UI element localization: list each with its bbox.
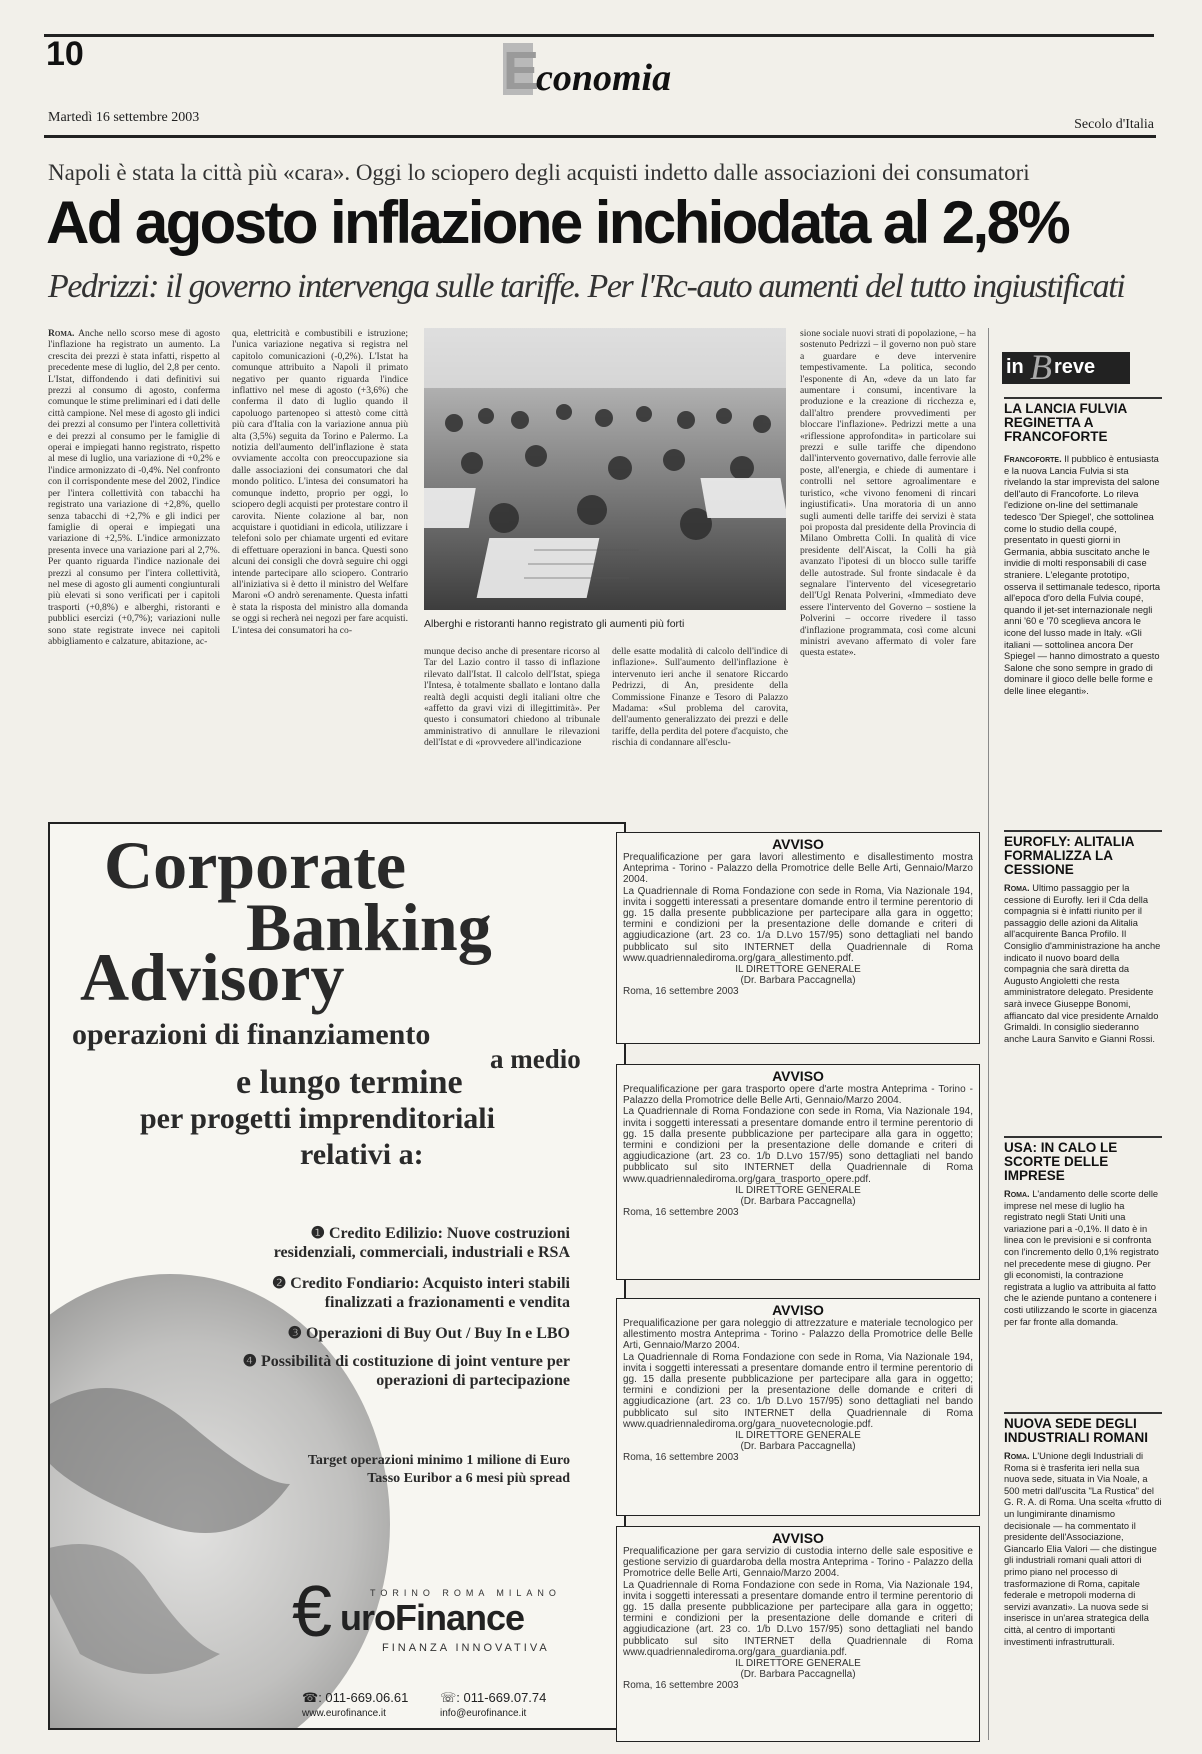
ad-bullet-number: ❷ xyxy=(271,1275,287,1292)
notice-date: Roma, 16 settembre 2003 xyxy=(623,1452,739,1464)
breve-item xyxy=(1004,1412,1162,1648)
section-title: conomia xyxy=(536,57,672,99)
notice-subject: Prequalificazione per gara trasporto opere d'arte mostra Anteprima - Torino - Palazzo della Promotrice delle Belle Arti, Gennaio/Marzo 2004. xyxy=(623,1084,973,1107)
notice-signer: (Dr. Barbara Paccagnella) xyxy=(740,975,856,987)
breve-text: Il pubblico è entusiasta e la nuova Lancia Fulvia si sta rivelando la star imprevista del salone dell'auto di Francoforte. Lo rileva l'edizione on-line del settimanale tedesco 'Der Spiegel', che sottolinea come lo studio della coupé, presentato in questi giorni in Germania, abbia suscitato anche le invidie di molti responsabili di case straniere. L'elegante prototipo, osserva il settimanale tedesco, riporta all'epoca d'oro della Fulvia coupé, quando il jet-set internazionale negli anni '60 e '70 sceglieva ancora le icone del lusso made in Italy. «Gli italiani — sottolinea ancora Der Spiegel — hanno dimostrato a questo Salone che sono sempre in grado di dominare il gioco delle belle forme e delle linee eleganti». xyxy=(1004,454,1161,696)
page-number: 10 xyxy=(46,35,84,73)
ad-bullet-text: Operazioni di Buy Out / Buy In e LBO xyxy=(305,1325,570,1342)
in-breve-rest: reve xyxy=(1054,356,1096,378)
eurofinance-ad xyxy=(48,822,626,1730)
ad-line-banking: Banking xyxy=(246,889,492,965)
ad-fax: ☏: 011-669.07.74 xyxy=(440,1690,547,1705)
ad-line-lungo-termine: e lungo termine xyxy=(236,1064,463,1101)
photo-caption: Alberghi e ristoranti hanno registrato gli aumenti più forti xyxy=(424,618,685,630)
breve-dateline: Roma. xyxy=(1004,1189,1030,1199)
notice-signature: IL DIRETTORE GENERALE xyxy=(735,1658,861,1670)
ad-bullet-text: Credito Fondiario: Acquisto interi stabili finalizzati a frazionamenti e vendita xyxy=(290,1275,570,1311)
article-col5-text: sione sociale nuovi strati di popolazione, – ha sostenuto Pedrizzi – il governo non può stare a guardare e deve intervenire tempestivamente. La politica, secondo l'esponente di An, «deve da un lato far aumentare i consumi, incentivare la produzione e la creazione di ricchezza e, dall'altro prendere provvedimenti per bloccare l'inflazione». Pedrizzi mette a una «riflessione approfondita» in particolare sui prezzi e sulle tariffe che dipendono dall'intervento governativo, dalle ferrovie alle poste, all'energia, e chiede di aumentare i controlli nel settore agroalimentare e turistico, «che vivono fenomeni di rincari ingiustificati». Una moratoria di un anno sugli aumenti delle tariffe dei servizi è stata poi proposta dal presidente della Provincia di Milano Ombretta Colli. In qualità di vice presidente dell'Aiscat, la Colli ha già avanzato l'ipotesi di un blocco sulle tariffe delle autostrade. Sul fronte sindacale è da segnalare l'intervento del vicesegretario dell'Ugl Renata Polverini, «Immediato deve essere l'intervento del Governo – sostiene la Polverini – occorre rivedere il tasso d'inflazione programmata, così come alcuni ministri avevano affermato di voler fare questa estate». xyxy=(800,328,976,659)
article-col1-text: Anche nello scorso mese di agosto l'inflazione ha registrato un aumento. La crescita dei prezzi è stata infatti, rispetto al precedente mese di luglio, del 2,8 per cento. L'Istat, diffondendo i dati definitivi sui prezzi al consumo di agosto, conferma comunque le stime preliminari ed i dati delle città campione. Nel mese di agosto gli indici dei prezzi al consumo per l'intera collettività e dei prezzi al consumo per le famiglie di operai e impiegati hanno registrato, rispetto al mese di luglio, una variazione di +0,2% e l'indice armonizzato di -0,4%. Nel confronto con il corrispondente mese del 2002, l'indice per l'intera collettività con tabacchi ha registrato una variazione di +2,8%, quello senza tabacchi di +2,7% e gli indici per famiglie di operai e impiegati una variazione di +2,5%. L'indice armonizzato presenta invece una variazione pari al 2,7%. Per quanto riguarda l'indice nazionale dei prezzi al consumo per l'intera collettività, nel mese di agosto gli aumenti congiunturali più elevati si sono verificati per i capitoli trasporti (+0,8%) e alberghi, ristoranti e pubblici esercizi (+0,7%); variazioni nulle sono state registrate invece nei capitoli abbigliamento e calzature, abitazione, ac- xyxy=(48,328,220,647)
ad-bullet-number: ❶ xyxy=(310,1225,325,1242)
notice-title: AVVISO xyxy=(772,1068,824,1084)
breve-rule xyxy=(1004,397,1162,399)
article-col4-text: delle esatte modalità di calcolo dell'indice di inflazione». Sull'aumento dell'inflazione è intervenuto ieri anche il senatore Riccardo Pedrizzi, di An, presidente della Commissione Finanze e Tesoro di Palazzo Madama: «Sul problema del carovita, dell'aumento generalizzato dei prezzi e delle tariffe, della perdita del potere d'acquisto, che rischia di condannare all'esclu- xyxy=(612,646,788,749)
ad-bullet-text: Possibilità di costituzione di joint venture per operazioni di partecipazione xyxy=(260,1353,570,1389)
restaurant-photo-illustration xyxy=(424,328,786,610)
breve-item xyxy=(1004,830,1162,1045)
breve-title: NUOVA SEDE DEGLI INDUSTRIALI ROMANI xyxy=(1004,1416,1148,1445)
breve-dateline: Francoforte. xyxy=(1004,454,1062,464)
ad-web: www.eurofinance.it xyxy=(302,1708,386,1719)
breve-rule xyxy=(1004,1136,1162,1138)
breve-item xyxy=(1004,397,1162,697)
notice-subject: Prequalificazione per gara servizio di custodia interno delle sale espositive e gestione servizio di guardaroba della mostra Anteprima - Torino - Palazzo della Promotrice delle Belle Arti, Gennaio/Marzo 2004. xyxy=(623,1546,973,1580)
notice-signer: (Dr. Barbara Paccagnella) xyxy=(740,1441,856,1453)
masthead-bottom-rule xyxy=(44,135,1156,138)
ad-tagline: FINANZA INNOVATIVA xyxy=(382,1642,550,1654)
ad-bullet-text: Credito Edilizio: Nuove costruzioni residenziali, commerciali, industriali e RSA xyxy=(273,1225,570,1261)
notice-body: La Quadriennale di Roma Fondazione con sede in Roma, Via Nazionale 194, invita i soggetti interessati a presentare domande entro il termine perentorio di gg. 15 dalla presente pubblicazione per partecipare alla gara in oggetto; termini e condizioni per la presentazione delle domande e criteri di aggiudicazione (art. 23 co. 1/b D.Lvo 157/95) sono dettagliati nel bando pubblicato sul sito INTERNET della Quadriennale di Roma www.quadriennalediroma.org/gara_nuovetecnologie.pdf. xyxy=(623,1351,973,1430)
article-dateline: Roma. xyxy=(48,328,75,339)
notice-date: Roma, 16 settembre 2003 xyxy=(623,1207,739,1219)
notice-box xyxy=(616,1526,980,1742)
ad-brand: uroFinance xyxy=(340,1597,525,1638)
notice-date: Roma, 16 settembre 2003 xyxy=(623,986,739,998)
ad-bullet xyxy=(230,1352,570,1390)
article-photo xyxy=(424,328,786,610)
ad-bullet-number: ❹ xyxy=(242,1353,257,1370)
notice-signer: (Dr. Barbara Paccagnella) xyxy=(740,1669,856,1681)
ad-line-operazioni: operazioni di finanziamento xyxy=(72,1018,431,1051)
breve-separator xyxy=(988,328,989,1740)
ad-line-corporate: Corporate xyxy=(104,827,407,903)
notice-title: AVVISO xyxy=(772,836,824,852)
notice-subject: Prequalificazione per gara noleggio di attrezzature e materiale tecnologico per allestimento mostra Anteprima - Torino - Palazzo della Promotrice delle Belle Arti, Gennaio/Marzo 2004. xyxy=(623,1318,973,1352)
article-column-4 xyxy=(612,646,788,830)
article-subhead: Pedrizzi: il governo intervenga sulle tariffe. Per l'Rc-auto aumenti del tutto ingiustificati xyxy=(48,268,1125,305)
article-column-3 xyxy=(424,646,600,830)
article-headline: Ad agosto inflazione inchiodata al 2,8% xyxy=(46,189,1069,256)
euro-logo-icon: € xyxy=(292,1572,333,1652)
article-col2-text: qua, elettricità e combustibili e istruzione; l'unica variazione negativa si registra nel capitolo comunicazioni (-0,2%). L'Istat ha comunque attribuito a Napoli il primato negativo per quanto riguarda l'indice inflattivo nel mese di agosto (+3,6%) che conferma il dato di luglio quando il capoluogo partenopeo si attestò come città più cara d'Italia con la variazione annua più alta (3,5%) seguita da Torino e Palermo. La notizia dell'aumento dell'inflazione è stata ovviamente accolta con preoccupazione sia dalle associazioni dei consumatori che dal mondo politico. L'intesa dei consumatori ha comunque indetto, proprio per oggi, lo sciopero degli acquisti per protestare contro il carovita. Niente colazione al bar, non acquistare i quotidiani in edicola, utilizzare i telefoni solo per chiamate urgenti ed evitare di effettuare operazioni in banca. Questi sono alcuni dei consigli che dovrà seguire chi oggi intende partecipare allo sciopero. Contrario all'iniziativa si è detto il ministro del Welfare Maroni «O andrò serenamente. Questa infatti è stata la risposta del ministro alla domanda se oggi si recherà nei negozi per fare acquisti. L'intesa dei consumatori ha co- xyxy=(232,328,408,636)
ad-target-1: Target operazioni minimo 1 milione di Euro xyxy=(307,1453,570,1468)
newspaper-name: Secolo d'Italia xyxy=(1074,117,1154,132)
breve-text: L'andamento delle scorte delle imprese nel mese di luglio ha registrato negli Stati Uniti una variazione pari a -0,1%. Il dato è in linea con le previsioni e si confronta con l'incremento dello 0,1% registrato nel precedente mese di giugno. Per gli economisti, la contrazione registrata a luglio va attribuita al fatto che le aziende puntano a contenere i costi utilizzando le scorte in giacenza per far fronte alla domanda. xyxy=(1004,1189,1159,1327)
ad-email: info@eurofinance.it xyxy=(440,1708,527,1719)
notice-date: Roma, 16 settembre 2003 xyxy=(623,1680,739,1692)
notice-signer: (Dr. Barbara Paccagnella) xyxy=(740,1196,856,1208)
breve-title: LA LANCIA FULVIA REGINETTA A FRANCOFORTE xyxy=(1004,401,1127,444)
notice-box xyxy=(616,1298,980,1516)
ad-bullet-number: ❸ xyxy=(287,1325,302,1342)
in-breve-in: in xyxy=(1006,356,1024,378)
ad-line-relativi: relativi a: xyxy=(300,1138,424,1171)
breve-text: L'Unione degli Industriali di Roma si è trasferita ieri nella sua nuova sede, situata in Via Noale, a 500 metri dall'uscita "La Rustica" del G. R. A. di Roma. Una scelta «frutto di un lungimirante dinamismo decisionale — ha commentato il presidente dell'Associazione, Giancarlo Elia Valori — che distingue gli industriali romani quali attori di primo piano nel processo di trasformazione di Roma, capitale federale e metropoli moderna di servizi avanzati». La nuova sede si inserisce in un'area strategica della città, al centro di importanti investimenti infrastrutturali. xyxy=(1004,1451,1162,1647)
ad-target-2: Tasso Euribor a 6 mesi più spread xyxy=(367,1471,570,1486)
notice-subject: Prequalificazione per gara lavori allestimento e disallestimento mostra Anteprima - Torino - Palazzo della Promotrice delle Belle Arti, Gennaio/Marzo 2004. xyxy=(623,852,973,886)
breve-rule xyxy=(1004,1412,1162,1414)
article-col3-text: munque deciso anche di presentare ricorso al Tar del Lazio contro il tasso di inflazione rilevato dall'Istat. Il calcolo dell'Istat, spiega l'Intesa, è totalmente sballato e lontano dalla realtà degli acquisti degli italiani oltre che «affetto da gravi vizi di illegittimità». Per questo i consumatori chiedono al tribunale amministrativo di annullare le rilevazioni dell'Istat e di «provvedere all'indicazione xyxy=(424,646,600,749)
notice-box xyxy=(616,832,980,1044)
in-breve-label xyxy=(1002,347,1130,387)
breve-item xyxy=(1004,1136,1162,1328)
breve-title: USA: IN CALO LE SCORTE DELLE IMPRESE xyxy=(1004,1140,1118,1183)
notice-signature: IL DIRETTORE GENERALE xyxy=(735,1184,861,1196)
breve-dateline: Roma. xyxy=(1004,883,1030,893)
ad-line-a-medio: a medio xyxy=(490,1044,581,1074)
breve-dateline: Roma. xyxy=(1004,1451,1030,1461)
notice-signature: IL DIRETTORE GENERALE xyxy=(735,964,861,976)
notice-title: AVVISO xyxy=(772,1302,824,1318)
article-column-2 xyxy=(232,328,408,830)
ad-line-progetti: per progetti imprenditoriali xyxy=(140,1102,495,1135)
ad-line-advisory: Advisory xyxy=(80,939,345,1015)
ad-bullet xyxy=(230,1224,570,1262)
notice-body: La Quadriennale di Roma Fondazione con sede in Roma, Via Nazionale 194, invita i soggetti interessati a presentare domande entro il termine perentorio di gg. 15 dalla presente pubblicazione per partecipare alla gara in oggetto; termini e condizioni per la presentazione delle domande e criteri di aggiudicazione (art. 23 co. 1/b D.Lvo 157/95) sono dettagliati nel bando pubblicato sul sito INTERNET della Quadriennale di Roma www.quadriennalediroma.org/gara_guardiania.pdf. xyxy=(623,1579,973,1658)
in-breve-b: B xyxy=(1030,347,1052,387)
article-column-1 xyxy=(48,328,220,830)
notice-title: AVVISO xyxy=(772,1530,824,1546)
issue-date: Martedì 16 settembre 2003 xyxy=(48,110,200,125)
breve-text: Ultimo passaggio per la cessione di Eurofly. Ieri il Cda della compagnia si è infatti riunito per il passaggio delle azioni da Alitalia all'acquirente Banca Profilo. Il Consiglio d'amministrazione ha anche indicato il nuovo board della compagnia che sarà diretta da Augusto Angioletti che resta amministratore delegato. Presidente sarà invece Giuseppe Bonomi, affiancato dal vice presidente Arnaldo Grimaldi. In consiglio siederanno anche Laura Sanvito e Gianni Rossi. xyxy=(1004,883,1161,1044)
article-kicker: Napoli è stata la città più «cara». Oggi lo sciopero degli acquisti indetto dalle associazioni dei consumatori xyxy=(48,160,1030,185)
ad-cities: TORINO ROMA MILANO xyxy=(370,1588,561,1598)
notice-signature: IL DIRETTORE GENERALE xyxy=(735,1430,861,1442)
article-column-5 xyxy=(800,328,976,830)
top-rule xyxy=(44,34,1154,37)
notice-box xyxy=(616,1064,980,1280)
breve-rule xyxy=(1004,830,1162,832)
ad-bullet xyxy=(230,1324,570,1343)
ad-bullet xyxy=(230,1274,570,1312)
breve-title: EUROFLY: ALITALIA FORMALIZZA LA CESSIONE xyxy=(1004,834,1134,877)
notice-body: La Quadriennale di Roma Fondazione con sede in Roma, Via Nazionale 194, invita i soggetti interessati a presentare domande entro il termine perentorio di gg. 15 dalla presente pubblicazione per partecipare alla gara in oggetto; termini e condizioni per la presentazione delle domande e criteri di aggiudicazione (art. 23 co. 1/b D.Lvo 157/95) sono dettagliati nel bando pubblicato sul sito INTERNET della Quadriennale di Roma www.quadriennalediroma.org/gara_trasporto_opere.pdf. xyxy=(623,1106,973,1185)
ad-phone: ☎: 011-669.06.61 xyxy=(302,1690,409,1705)
section-initial: E xyxy=(503,41,540,101)
notice-body: La Quadriennale di Roma Fondazione con sede in Roma, Via Nazionale 194, invita i soggetti interessati a presentare domande entro il termine perentorio di gg. 15 dalla presente pubblicazione per partecipare alla gara in oggetto; termini e condizioni per la presentazione delle domande e criteri di aggiudicazione (art. 23 co. 1/a D.Lvo 157/95) sono dettagliati nel bando pubblicato sul sito INTERNET della Quadriennale di Roma www.quadriennalediroma.org/gara_allestimento.pdf. xyxy=(623,885,973,964)
